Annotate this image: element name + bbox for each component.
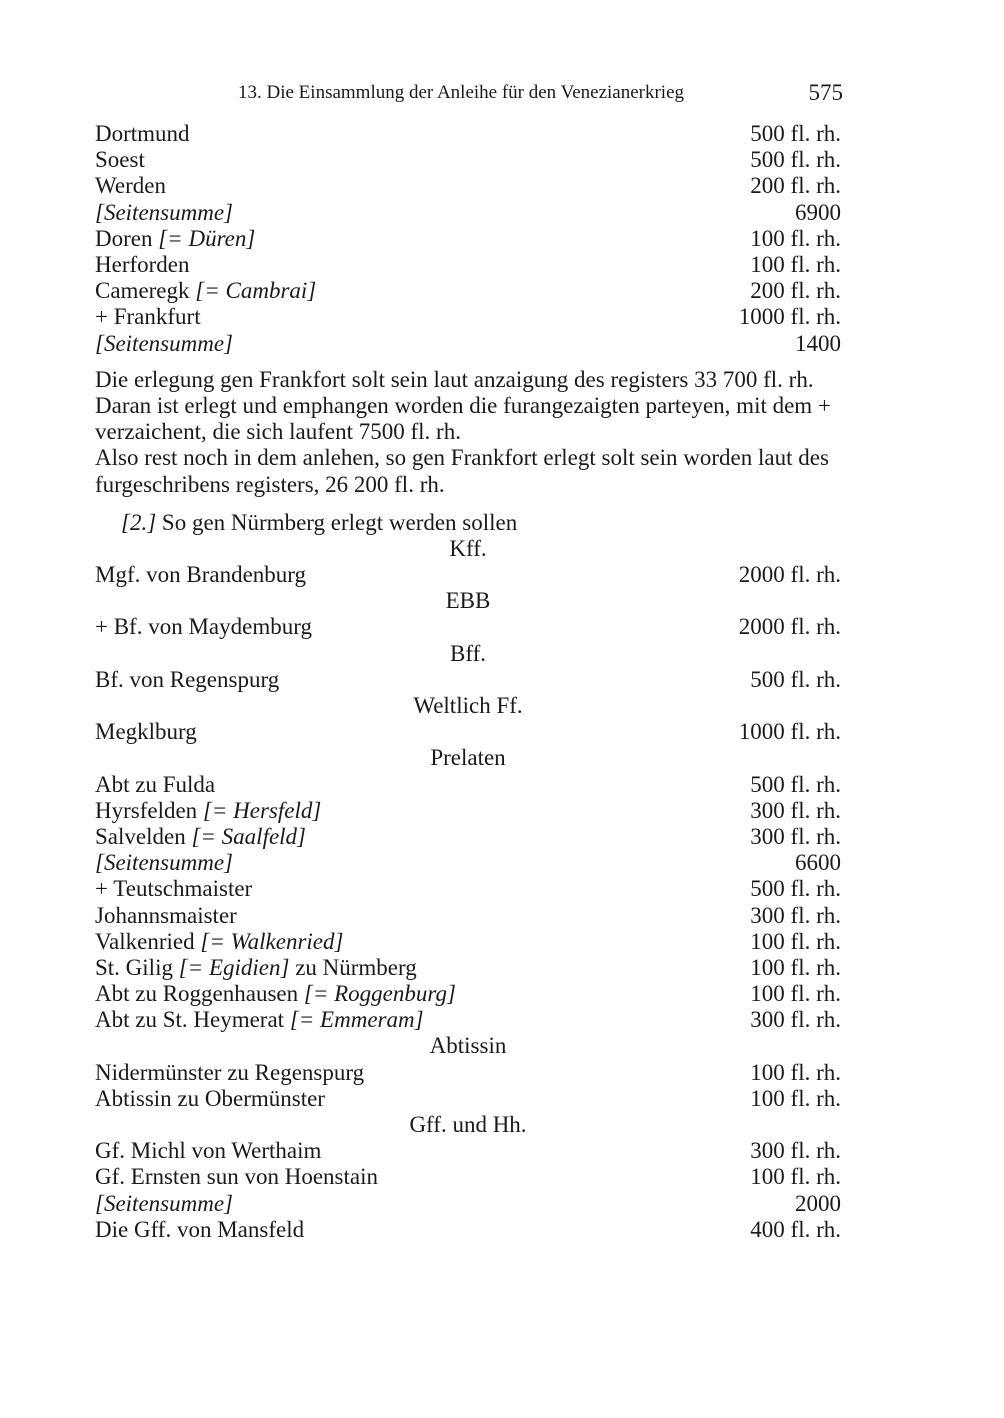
section-title [95,510,841,536]
list-item [95,824,841,850]
item-label [95,1060,364,1086]
item-label [95,772,215,798]
list-item [95,252,841,278]
item-name: Salvelden [95,823,192,849]
item-label [95,278,316,304]
running-head: 13. Die Einsammlung der Anleihe für den Venezianerkrieg [238,82,685,103]
editorial-note: [= Walkenried] [200,928,344,954]
item-name: Gf. Ernsten sun von Hoenstain [95,1164,378,1190]
item-name: + Frankfurt [95,304,201,330]
group-heading: Weltlich Ff. [413,693,523,719]
item-label [95,955,417,981]
group-heading: Bff. [450,640,486,666]
item-label [95,1164,378,1190]
item-label [95,614,312,640]
item-amount: 100 fl. rh. [750,225,841,251]
page-number: 575 [808,80,843,105]
list-item [95,1164,841,1190]
item-name: [Seitensumme] [95,330,233,356]
editorial-note: [= Saalfeld] [191,823,307,849]
list-item [95,614,841,640]
group-heading: Abtissin [429,1033,507,1059]
list-item [95,772,841,798]
item-suffix: zu Nürmberg [289,954,417,980]
item-name: Bf. von Regenspurg [95,666,280,692]
item-label [95,562,306,588]
item-amount: 100 fl. rh. [750,1085,841,1111]
editorial-note: [= Emmeram] [289,1007,424,1033]
item-amount: 300 fl. rh. [750,797,841,823]
item-amount: 100 fl. rh. [750,981,841,1007]
item-amount: 6900 [795,199,841,225]
item-name: St. Gilig [95,954,179,980]
list-item [95,903,841,929]
item-amount: 400 fl. rh. [750,1216,841,1242]
item-label [95,252,190,278]
list-item [95,1138,841,1164]
item-label [95,331,233,357]
contribution-list-nuernberg [95,536,841,1243]
list-item [95,981,841,1007]
item-amount: 500 fl. rh. [750,147,841,173]
group-heading: Kff. [449,535,487,561]
list-item [95,955,841,981]
list-item [95,1060,841,1086]
editorial-note: [= Düren] [158,225,256,251]
section-number: [2.] [121,509,157,535]
item-name: Megklburg [95,719,197,745]
item-label [95,929,343,955]
item-name: Werden [95,173,166,199]
item-amount: 100 fl. rh. [750,1164,841,1190]
item-label [95,1007,424,1033]
item-name: Dortmund [95,121,190,146]
item-name: [Seitensumme] [95,199,233,225]
item-label [95,981,456,1007]
item-label [95,719,197,745]
list-item [95,1086,841,1112]
item-name: Abt zu St. Heymerat [95,1007,290,1033]
item-name: + Bf. von Maydemburg [95,614,312,640]
item-amount: 2000 fl. rh. [738,562,841,588]
item-name: Abt zu Fulda [95,771,216,797]
item-name: Doren [95,225,159,251]
editorial-note: [= Egidien] [178,954,290,980]
list-item [95,1191,841,1217]
item-amount: 2000 fl. rh. [738,614,841,640]
item-name: Soest [95,147,145,173]
list-item [95,331,841,357]
list-item [95,876,841,902]
item-label [95,1217,304,1243]
item-amount: 6600 [795,850,841,876]
paragraph-line: Also rest noch in dem anlehen, so gen Frankfort erlegt solt sein worden laut des furgeschribens registers, 26 200 fl. rh. [95,445,829,497]
item-amount: 200 fl. rh. [750,173,841,199]
item-amount: 300 fl. rh. [750,823,841,849]
page-header [95,80,845,108]
item-amount: 500 fl. rh. [750,121,841,146]
item-amount: 100 fl. rh. [750,251,841,277]
list-item [95,562,841,588]
list-item [95,121,841,147]
item-label [95,876,252,902]
item-amount: 300 fl. rh. [750,902,841,928]
item-label [95,226,255,252]
item-amount: 100 fl. rh. [750,1059,841,1085]
group-heading: Gff. und Hh. [409,1112,527,1138]
item-label [95,667,279,693]
list-item [95,667,841,693]
item-amount: 100 fl. rh. [750,954,841,980]
item-label [95,824,306,850]
item-amount: 300 fl. rh. [750,1138,841,1164]
item-label [95,147,145,173]
list-item [95,929,841,955]
item-amount: 2000 [795,1190,841,1216]
item-amount: 100 fl. rh. [750,928,841,954]
list-item [95,226,841,252]
list-item [95,1217,841,1243]
item-name: Herforden [95,251,190,277]
item-label [95,121,190,147]
editorial-note: [= Roggenburg] [303,981,456,1007]
item-name: Abtissin zu Obermünster [95,1085,325,1111]
item-name: Nidermünster zu Regenspurg [95,1059,365,1085]
item-name: Abt zu Roggenhausen [95,981,304,1007]
item-name: Gf. Michl von Werthaim [95,1138,322,1164]
item-amount: 500 fl. rh. [750,876,841,902]
list-item [95,200,841,226]
group-heading: Prelaten [430,745,506,771]
paragraph-line: Die erlegung gen Frankfort solt sein laut anzaigung des registers 33 700 fl. rh. [95,366,814,392]
group-heading: EBB [445,588,491,614]
item-name: Hyrsfelden [95,797,203,823]
item-amount: 1000 fl. rh. [738,719,841,745]
list-item [95,304,841,330]
item-amount: 1400 [795,330,841,356]
item-label [95,798,321,824]
item-name: [Seitensumme] [95,850,233,876]
summary-paragraph [95,367,847,498]
item-name: Valkenried [95,928,201,954]
item-amount: 200 fl. rh. [750,278,841,304]
list-item [95,173,841,199]
item-label [95,173,166,199]
item-amount: 300 fl. rh. [750,1007,841,1033]
item-amount: 500 fl. rh. [750,666,841,692]
section-title-text: So gen Nürmberg erlegt werden sollen [156,509,518,535]
item-label [95,1138,321,1164]
list-item [95,278,841,304]
item-label [95,1086,325,1112]
item-name: + Teutschmaister [95,876,253,902]
list-item [95,850,841,876]
editorial-note: [= Hersfeld] [202,797,322,823]
item-amount: 500 fl. rh. [750,771,841,797]
item-label [95,1191,233,1217]
item-label [95,200,233,226]
item-amount: 1000 fl. rh. [738,304,841,330]
list-item [95,1007,841,1033]
item-name: Die Gff. von Mansfeld [95,1216,305,1242]
item-name: [Seitensumme] [95,1190,233,1216]
item-name: Mgf. von Brandenburg [95,562,307,588]
editorial-note: [= Cambrai] [195,278,317,304]
list-item [95,798,841,824]
list-item [95,719,841,745]
item-label [95,304,201,330]
item-name: Johannsmaister [95,902,237,928]
paragraph-line: Daran ist erlegt und emphangen worden die furangezaigten parteyen, mit dem + verzaichent, die sich laufent 7500 fl. rh. [95,392,831,445]
item-name: Cameregk [95,278,196,304]
item-label [95,903,237,929]
contribution-list-frankfurt [95,121,841,357]
list-item [95,147,841,173]
page-content [95,121,841,1243]
item-label [95,850,233,876]
